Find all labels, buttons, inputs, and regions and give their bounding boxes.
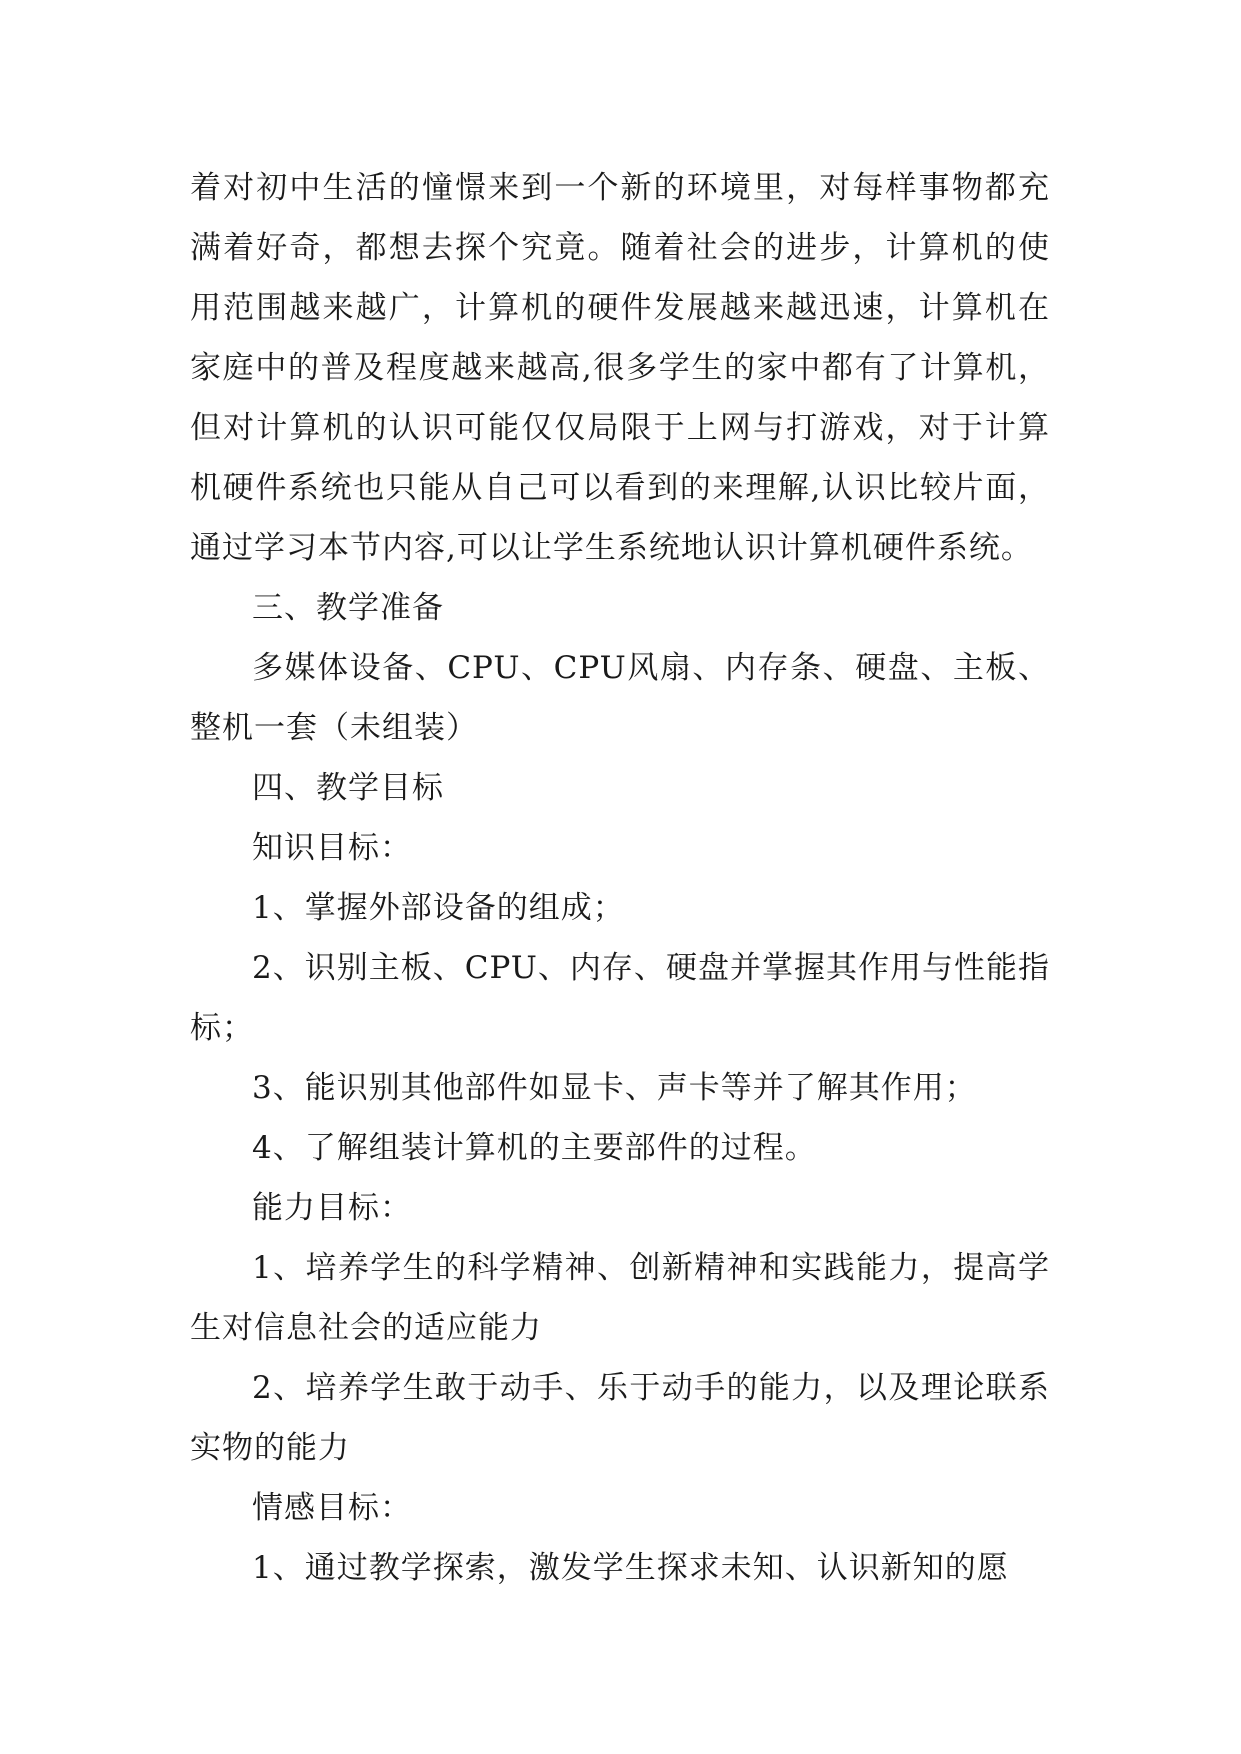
subheading-knowledge-objectives: 知识目标： (252, 830, 412, 866)
section-heading-teaching-objectives: 四、教学目标 (252, 770, 444, 806)
document-body (190, 158, 1050, 1598)
list-item: 1、掌握外部设备的组成； (252, 890, 625, 926)
list-item: 3、能识别其他部件如显卡、声卡等并了解其作用； (252, 1070, 977, 1106)
subheading-ability-objectives: 能力目标： (252, 1190, 412, 1226)
body-paragraph: 多媒体设备、CPU、CPU风扇、内存条、硬盘、主板、整机一套（未组装） (190, 650, 1050, 746)
list-item: 1、通过教学探索，激发学生探求未知、认识新知的愿 (252, 1550, 1009, 1586)
list-item: 2、培养学生敢于动手、乐于动手的能力，以及理论联系实物的能力 (190, 1370, 1050, 1466)
subheading-emotional-objectives: 情感目标： (252, 1490, 412, 1526)
list-item: 1、培养学生的科学精神、创新精神和实践能力，提高学生对信息社会的适应能力 (190, 1250, 1050, 1346)
list-item: 4、了解组装计算机的主要部件的过程。 (252, 1130, 817, 1166)
body-paragraph: 着对初中生活的憧憬来到一个新的环境里，对每样事物都充满着好奇，都想去探个究竟。随着社会的进步，计算机的使用范围越来越广，计算机的硬件发展越来越迅速，计算机在家庭中的普及程度越来越高,很多学生的家中都有了计算机，但对计算机的认识可能仅仅局限于上网与打游戏，对于计算机硬件系统也只能从自己可以看到的来理解,认识比较片面，通过学习本节内容,可以让学生系统地认识计算机硬件系统。 (190, 170, 1050, 566)
list-item: 2、识别主板、CPU、内存、硬盘并掌握其作用与性能指标； (190, 950, 1050, 1046)
section-heading-teaching-preparation: 三、教学准备 (252, 590, 444, 626)
